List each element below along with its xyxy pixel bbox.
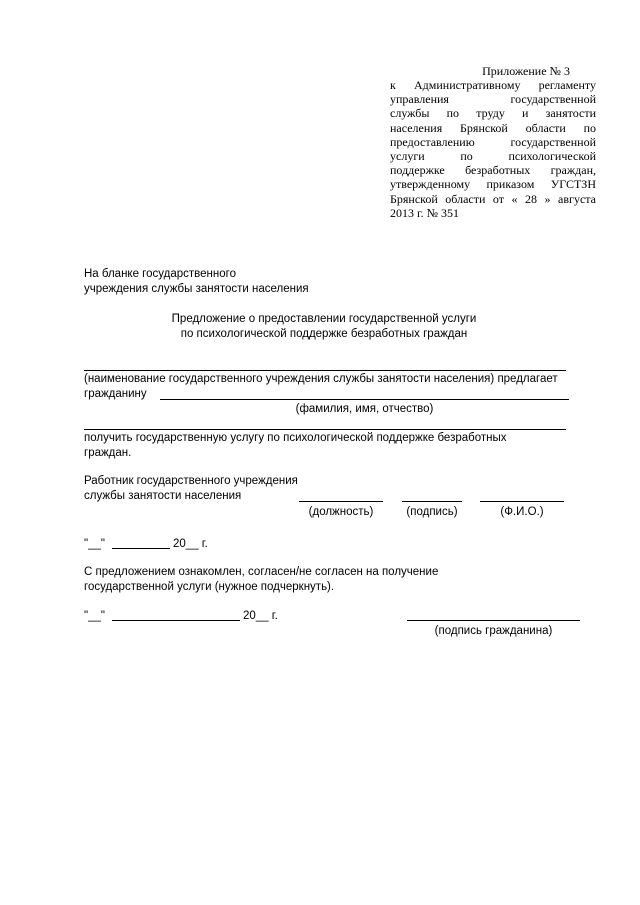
date1-day: "__" [84, 538, 105, 550]
annex-line: к Административному регламенту [390, 78, 596, 92]
document-heading-line-1: Предложение о предоставлении государственной услуги [171, 313, 477, 325]
blank-line-1: На бланке государственного [84, 268, 236, 280]
citizen-fill-line [160, 399, 569, 400]
date1-month-fill-line [112, 548, 170, 549]
signature-caption: (подпись) [406, 506, 458, 518]
consent-line-1: С предложением ознакомлен, согласен/не согласен на получение [84, 566, 439, 578]
worker-line-1: Работник государственного учреждения [84, 475, 298, 487]
citizen-signature-fill-line [407, 620, 580, 621]
annex-line: 2013 г. № 351 [390, 205, 460, 220]
document-heading-line-2: по психологической поддержке безработных граждан [180, 328, 468, 340]
annex-block [390, 64, 596, 220]
annex-line: службы по труду и занятости [390, 106, 596, 121]
extra-fill-line [84, 429, 566, 430]
date1-year: 20__ г. [173, 538, 208, 550]
worker-fio-fill-line [480, 501, 564, 502]
receive-line-2: граждан. [84, 447, 132, 459]
consent-line-2: государственной услуги (нужное подчеркнуть). [84, 581, 335, 593]
citizen-signature-caption: (подпись гражданина) [434, 625, 553, 637]
date2-year: 20__ г. [243, 610, 278, 622]
annex-title: Приложение № 3 [482, 64, 570, 78]
blank-line-2: учреждения службы занятости населения [84, 283, 309, 295]
annex-line: поддержке безработных граждан, [390, 163, 596, 178]
annex-line: населения Брянской области по [390, 120, 596, 135]
receive-line-1: получить государственную услугу по психологической поддержке безработных [84, 432, 507, 444]
annex-body [390, 78, 596, 220]
annex-line: услуги по психологической [390, 149, 596, 164]
position-caption: (должность) [308, 506, 374, 518]
annex-line: Брянской области от « 28 » августа [390, 191, 596, 206]
date2-day: "__" [84, 610, 105, 622]
signature-fill-line [402, 501, 462, 502]
position-fill-line [299, 501, 383, 502]
citizen-label: гражданину [84, 388, 147, 400]
date2-month-fill-line [112, 620, 240, 621]
annex-line: предоставлению государственной [390, 134, 596, 149]
institution-caption: (наименование государственного учреждения службы занятости населения) предлагает [84, 373, 558, 385]
annex-line: управления государственной [390, 92, 596, 107]
worker-line-2: службы занятости населения [84, 490, 242, 502]
worker-fio-caption: (Ф.И.О.) [500, 506, 544, 518]
institution-fill-line [84, 370, 566, 371]
annex-line: утвержденному приказом УГСТЗН [390, 177, 596, 192]
fio-caption: (фамилия, имя, отчество) [295, 403, 434, 415]
